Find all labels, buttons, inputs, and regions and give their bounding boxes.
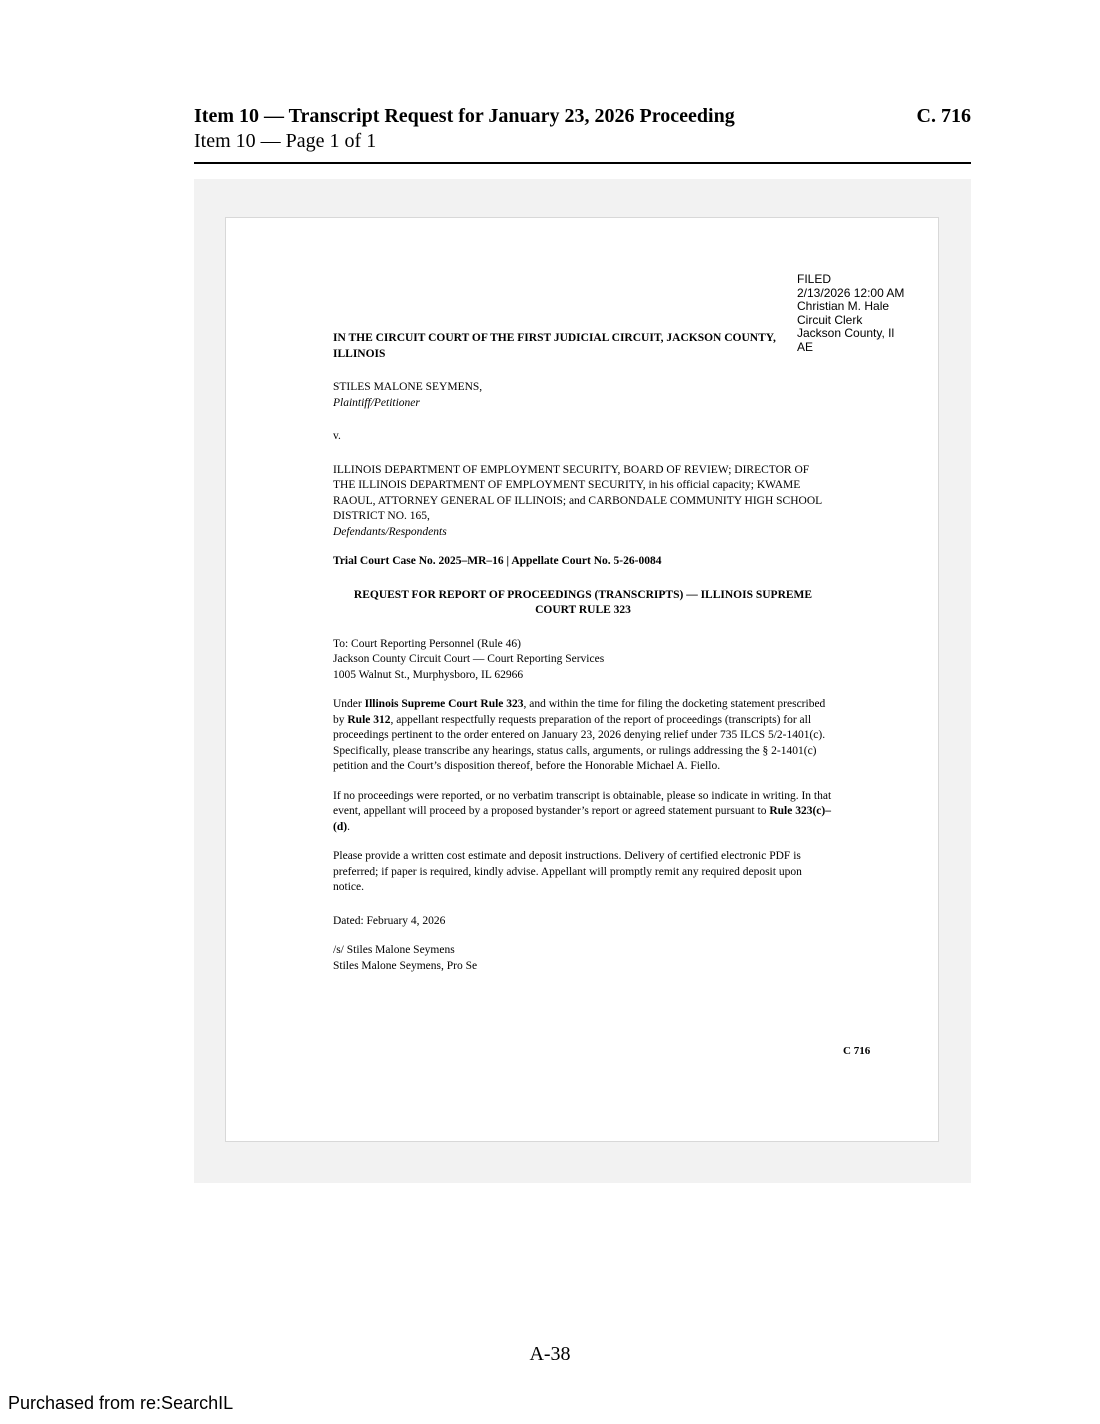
to-line: To: Court Reporting Personnel (Rule 46) <box>333 637 521 650</box>
plaintiff-name: STILES MALONE SEYMENS, <box>333 381 483 393</box>
dated-line: Dated: February 4, 2026 <box>333 914 446 927</box>
versus: v. <box>333 430 341 442</box>
alternative-paragraph: If no proceedings were reported, or no verbatim transcript is obtainable, please so indicate in writing. In that event, appellant will proceed by a proposed bystander’s report or agreed statement pursuant to Rule 323(c)–(d). <box>333 789 832 833</box>
request-paragraph: Under Illinois Supreme Court Rule 323, and within the time for filing the docketing statement prescribed by Rule 312, appellant respectfully requests preparation of the report of proceedings (transcripts) for all proceedings pertinent to the order entered on January 23, 2026 denying relief under 735 ILCS 5/2-1401(c). Specifically, please transcribe any hearings, status calls, arguments, or rulings addressing the § 2-1401(c) petition and the Court’s disposition thereof, before the Honorable Michael A. Fiello. <box>333 698 826 772</box>
header-divider <box>194 162 971 164</box>
scanned-page-frame <box>194 179 971 1183</box>
case-numbers: Trial Court Case No. 2025–MR–16 | Appellate Court No. 5-26-0084 <box>333 555 662 567</box>
defendants-role: Defendants/Respondents <box>333 525 447 538</box>
scanned-document-page <box>225 217 939 1142</box>
signature-line: /s/ Stiles Malone Seymens <box>333 944 455 956</box>
filed-stamp-line: AE <box>797 339 814 354</box>
court-caption: IN THE CIRCUIT COURT OF THE FIRST JUDICIAL CIRCUIT, JACKSON COUNTY, ILLINOIS <box>333 332 776 360</box>
header-title: Item 10 — Transcript Request for January 23, 2026 Proceeding <box>194 105 735 127</box>
page-number: A-38 <box>529 1343 571 1365</box>
plaintiff-role: Plaintiff/Petitioner <box>333 396 420 409</box>
cost-paragraph: Please provide a written cost estimate and deposit instructions. Delivery of certified electronic PDF is preferred; if paper is required, kindly advise. Appellant will promptly remit any required deposit upon notice. <box>333 850 802 893</box>
filed-stamp-line: 2/13/2026 12:00 AM <box>797 285 905 300</box>
filed-stamp-line: Jackson County, Il <box>797 326 895 340</box>
page-header <box>194 103 971 153</box>
header-page-ref: C. 716 <box>916 105 971 127</box>
filed-stamp-line: Christian M. Hale <box>797 299 890 313</box>
inner-page-ref: C 716 <box>843 1045 871 1057</box>
to-line: 1005 Walnut St., Murphysboro, IL 62966 <box>333 668 524 681</box>
signer-name: Stiles Malone Seymens, Pro Se <box>333 959 478 972</box>
document-body <box>333 331 833 974</box>
filed-stamp-line: FILED <box>797 272 832 286</box>
header-subtitle: Item 10 — Page 1 of 1 <box>194 130 377 152</box>
purchase-footer: Purchased from re:SearchIL <box>8 1393 234 1413</box>
defendants-names: ILLINOIS DEPARTMENT OF EMPLOYMENT SECURITY, BOARD OF REVIEW; DIRECTOR OF THE ILLINOIS DEPARTMENT OF EMPLOYMENT SECURITY, in his official capacity; KWAME RAOUL, ATTORNEY GENERAL OF ILLINOIS; and CARBONDALE COMMUNITY HIGH SCHOOL DISTRICT NO. 165, <box>333 463 822 522</box>
filed-stamp-line: Circuit Clerk <box>797 312 863 327</box>
to-line: Jackson County Circuit Court — Court Reporting Services <box>333 653 605 665</box>
document-title: REQUEST FOR REPORT OF PROCEEDINGS (TRANSCRIPTS) — ILLINOIS SUPREME COURT RULE 323 <box>353 588 813 616</box>
